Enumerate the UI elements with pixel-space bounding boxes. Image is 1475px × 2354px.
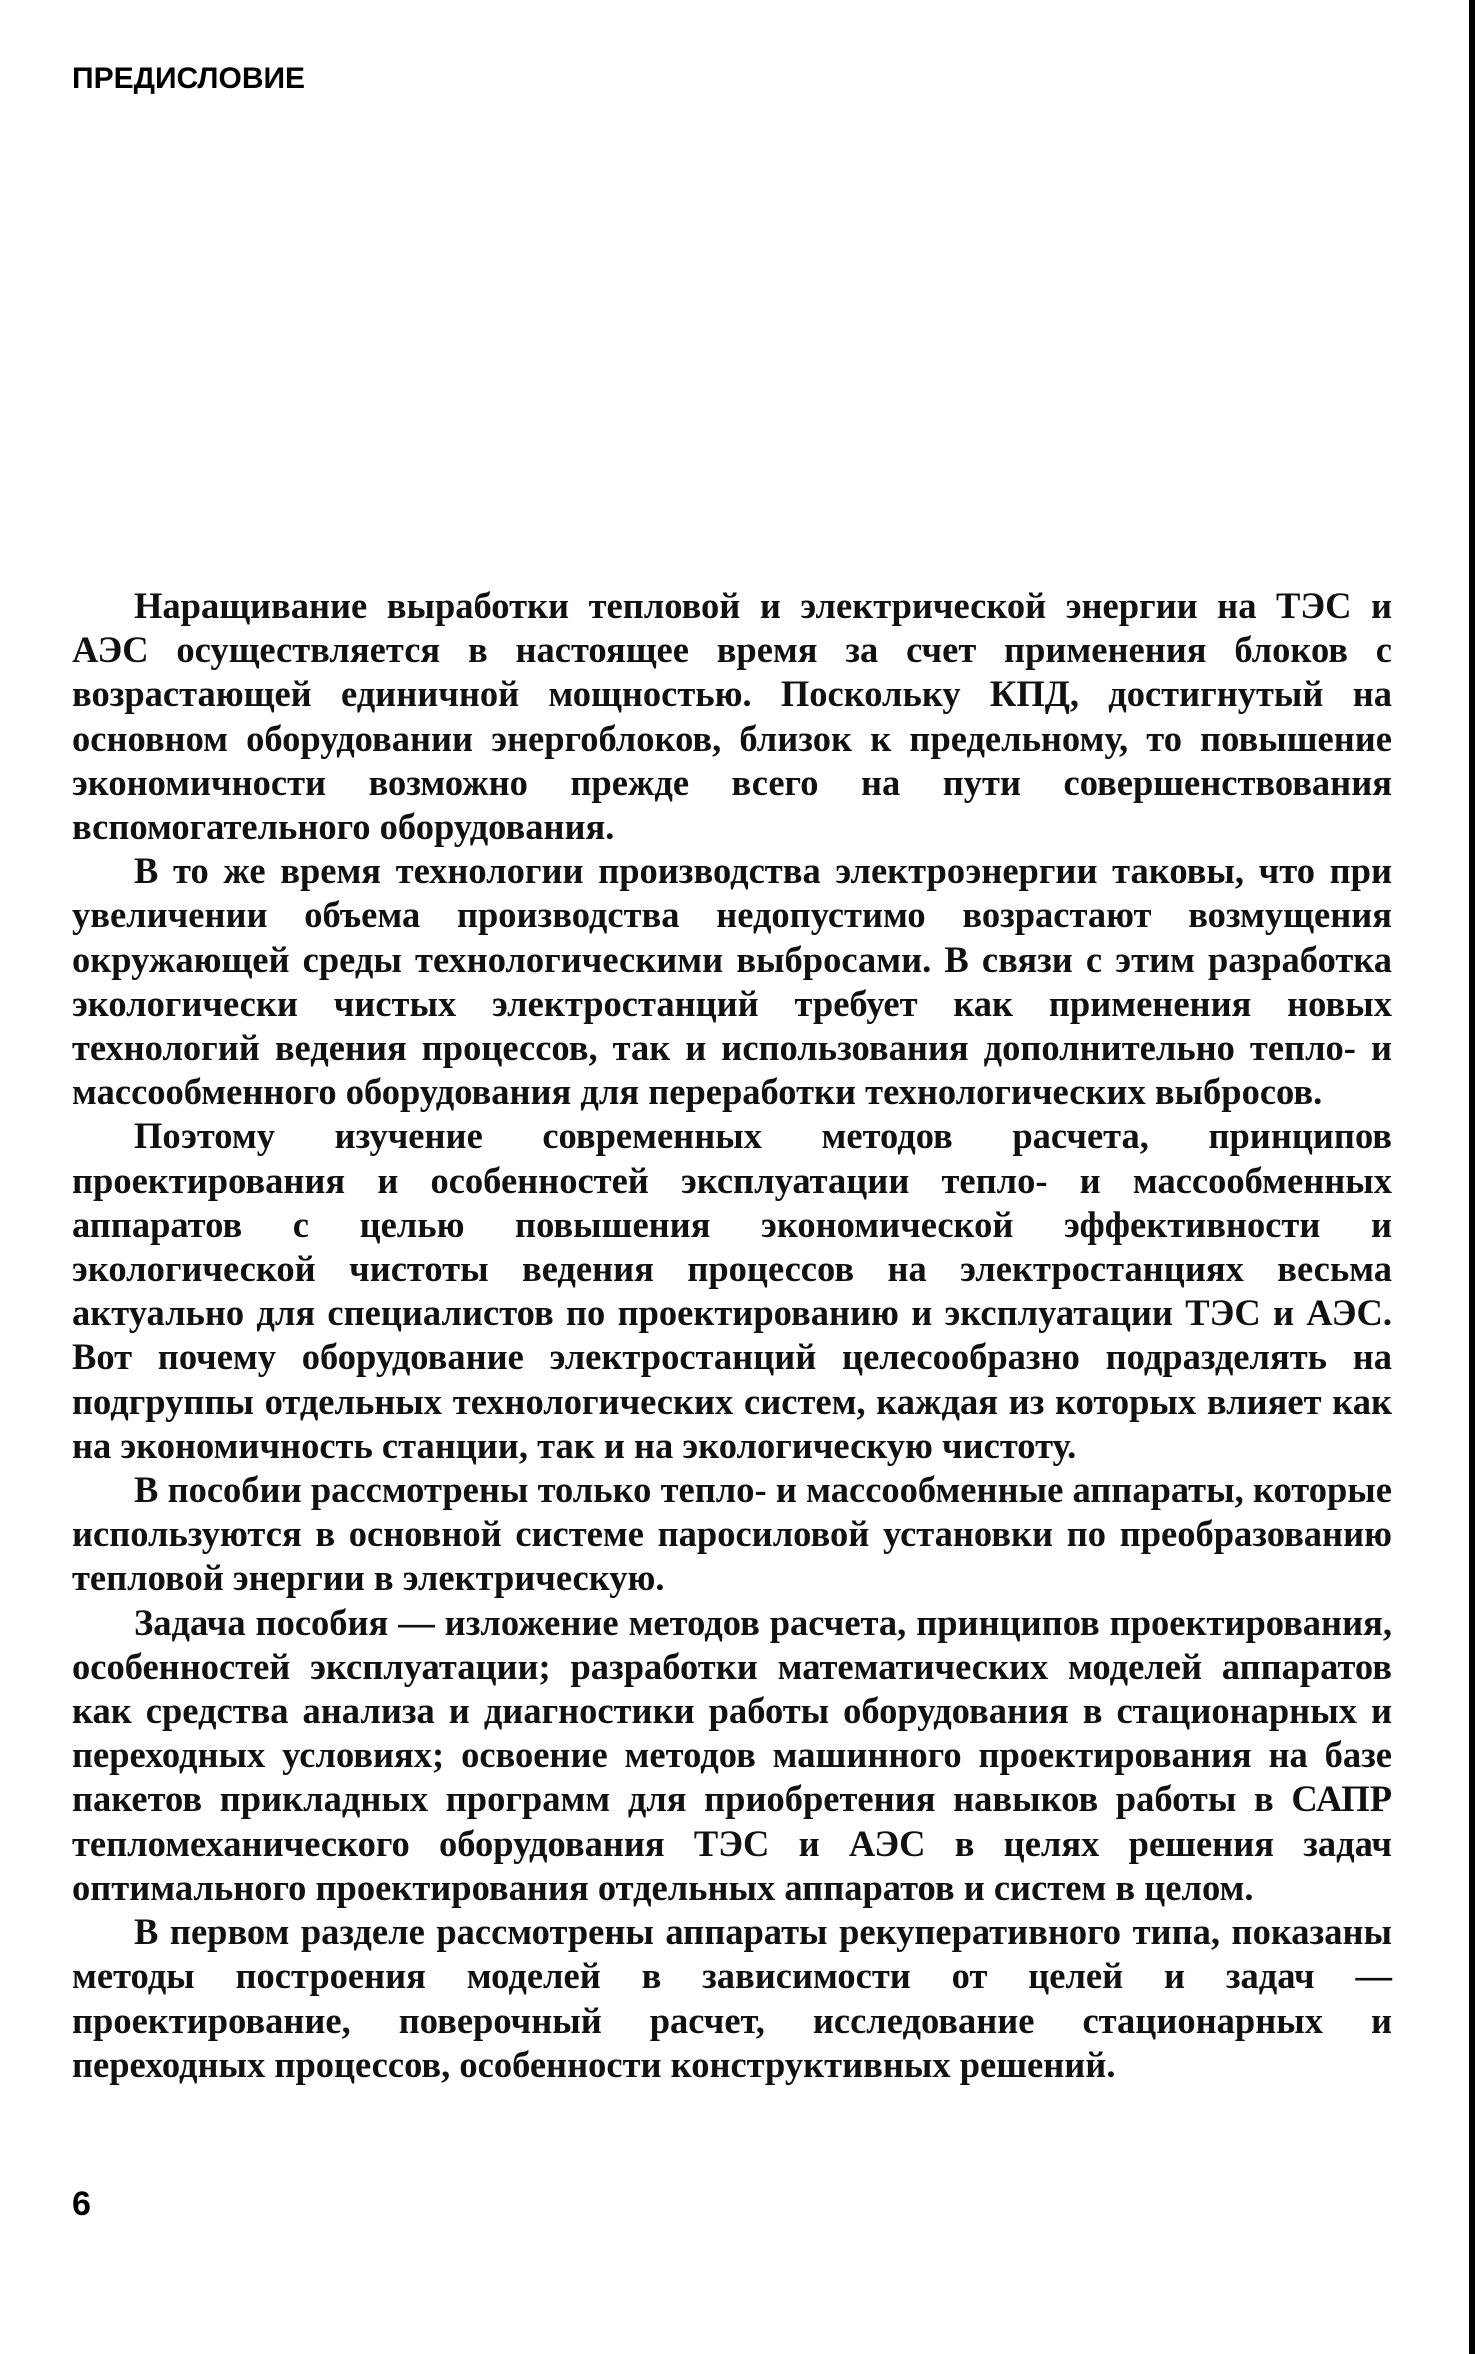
- paragraph: Поэтому изучение современных методов расчета, принципов проектирования и особенностей эксплуатации тепло- и массообменных аппаратов с целью повышения экономической эффективности и экологической чистоты ведения процессов на электростанциях весьма актуально для специалистов по проектированию и эксплуатации ТЭС и АЭС. Вот почему оборудование электростанций целесообразно подразделять на подгруппы отдельных технологических систем, каждая из которых влияет как на экономичность станции, так и на экологическую чистоту.: [72, 1115, 1392, 1466]
- page-edge-rule: [1469, 0, 1475, 2354]
- section-title: ПРЕДИСЛОВИЕ: [72, 62, 306, 95]
- paragraph: В то же время технологии производства электроэнергии таковы, что при увеличении объема производства недопустимо возрастают возмущения окружающей среды технологическими выбросами. В связи с этим разработка экологически чистых электростанций требует как применения новых технологий ведения процессов, так и использования дополнительно тепло- и массообменного оборудования для переработки технологических выбросов.: [72, 850, 1392, 1113]
- page-number: 6: [72, 2185, 91, 2223]
- paragraph: Задача пособия — изложение методов расчета, принципов проектирования, особенностей эксплуатации; разработки математических моделей аппаратов как средства анализа и диагностики работы оборудования в стационарных и переходных условиях; освоение методов машинного проектирования на базе пакетов прикладных программ для приобретения навыков работы в САПР тепломеханического оборудования ТЭС и АЭС в целях решения задач оптимального проектирования отдельных аппаратов и систем в целом.: [72, 1601, 1392, 1908]
- paragraph: В первом разделе рассмотрены аппараты рекуперативного типа, показаны методы построения моделей в зависимости от целей и задач — проектирование, поверочный расчет, исследование стационарных и переходных процессов, особенности конструктивных решений.: [72, 1911, 1392, 2085]
- paragraph: В пособии рассмотрены только тепло- и массообменные аппараты, которые используются в основной системе паросиловой установки по преобразованию тепловой энергии в электрическую.: [72, 1469, 1392, 1599]
- body-text: [72, 584, 1392, 2087]
- paragraph: Наращивание выработки тепловой и электрической энергии на ТЭС и АЭС осуществляется в настоящее время за счет применения блоков с возрастающей единичной мощностью. Поскольку КПД, достигнутый на основном оборудовании энергоблоков, близок к предельному, то повышение экономичности возможно прежде всего на пути совершенствования вспомогательного оборудования.: [72, 585, 1392, 848]
